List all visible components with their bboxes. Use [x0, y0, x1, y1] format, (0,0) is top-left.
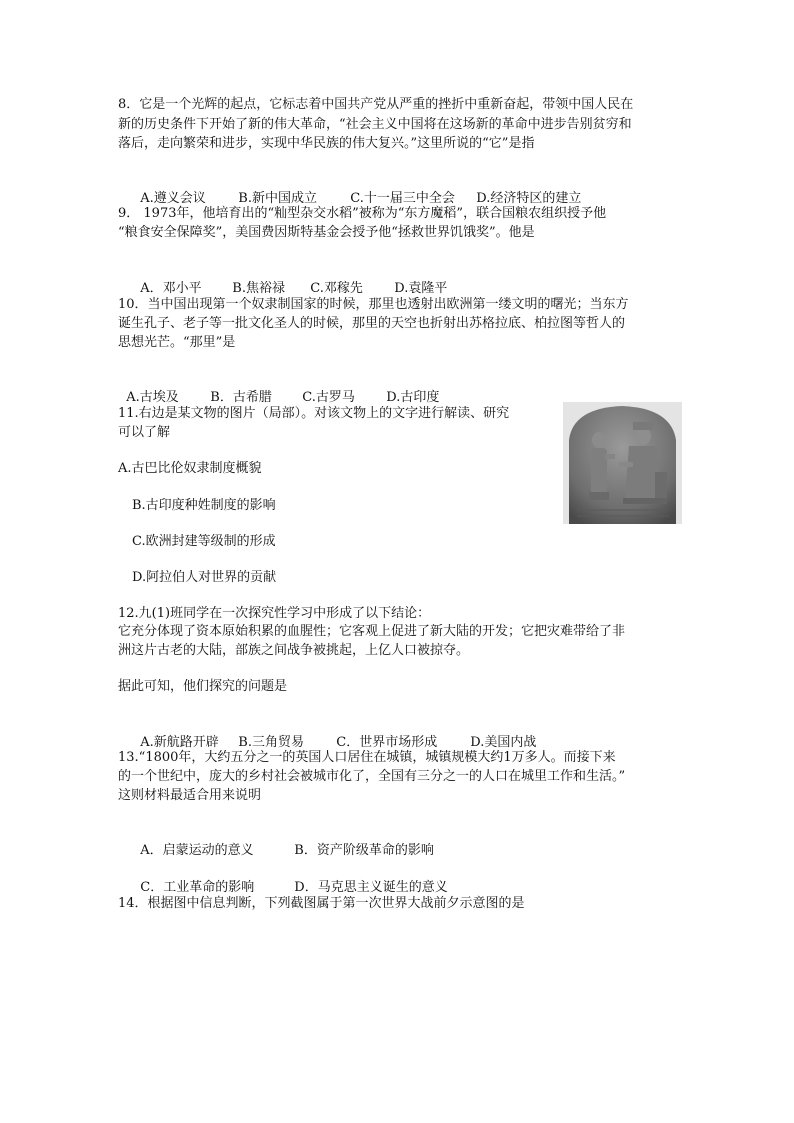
q8-option-b: B.新中国成立: [238, 191, 317, 206]
q10-text-line-1: 10．当中国出现第一个奴隶制国家的时候，那里也透射出欧洲第一缕文明的曙光；当东方: [118, 297, 629, 312]
q13-text-line-3: 这则材料最适合用来说明: [118, 788, 262, 803]
q12-text-line-4: 据此可知，他们探究的问题是: [118, 679, 288, 694]
q12-option-b: B.三角贸易: [238, 735, 304, 750]
q11-text-line-2: 可以了解: [118, 425, 171, 440]
q10-text-line-3: 思想光芒。“那里”是: [118, 335, 236, 350]
q8-option-d: D.经济特区的建立: [476, 191, 582, 206]
q12-options: [132, 713, 536, 753]
q13-text-line-1: 13.“1800年，大约五分之一的英国人口居住在城镇，城镇规模大约1万多人。而接下来: [118, 750, 616, 765]
q9-option-d: D.袁隆平: [394, 281, 448, 296]
q12-option-c: C．世界市场形成: [336, 735, 438, 750]
stele-relief-illustration: [563, 402, 682, 524]
q13-options-row-2: [132, 858, 448, 898]
q10-options: [118, 368, 439, 408]
q13-option-c: C．工业革命的影响: [140, 880, 255, 895]
q13-text-line-2: 的一个世纪中，庞大的乡村社会被城市化了，全国有三分之一的人口在城里工作和生活。”: [118, 769, 626, 784]
q11-text-line-1: 11.右边是某文物的图片（局部）。对该文物上的文字进行解读、研究: [118, 406, 510, 421]
q8-text-line-3: 落后，走向繁荣和进步，实现中华民族的伟大复兴。”这里所说的“它”是指: [118, 136, 535, 151]
q8-options: [132, 169, 581, 209]
q12-text-line-1: 12.九(1)班同学在一次探究性学习中形成了以下结论：: [118, 606, 431, 621]
q14-text-line-1: 14．根据图中信息判断，下列截图属于第一次世界大战前夕示意图的是: [118, 896, 525, 911]
q8-option-c: C.十一届三中全会: [350, 191, 455, 206]
q13-options-row-1: [132, 821, 434, 861]
q10-option-b: B．古希腊: [210, 390, 272, 405]
q8-option-a: A.遵义会议: [140, 191, 206, 206]
q11-option-b: B.古印度种姓制度的影响: [132, 498, 276, 513]
q8-text-line-2: 新的历史条件下开始了新的伟大革命，“社会主义中国将在这场新的革命中进步告别贫穷和: [118, 117, 632, 132]
q9-text-line-1: 9． 1973年，他培育出的“籼型杂交水稻”被称为“东方魔稻”，联合国粮农组织授予他: [118, 206, 607, 221]
q10-option-d: D.古印度: [386, 390, 440, 405]
q12-text-line-2: 它充分体现了资本原始积累的血腥性；它客观上促进了新大陆的开发；它把灾难带给了非: [118, 624, 626, 639]
q9-option-a: A．邓小平: [140, 281, 202, 296]
q9-options: [132, 259, 447, 299]
q11-option-c: C.欧洲封建等级制的形成: [132, 534, 276, 549]
q13-option-b: B．资产阶级革命的影响: [294, 843, 434, 858]
q12-option-d: D.美国内战: [470, 735, 537, 750]
q9-text-line-2: “粮食安全保障奖”，美国费因斯特基金会授予他“拯救世界饥饿奖”。他是: [118, 225, 535, 240]
q9-option-b: B.焦裕禄: [232, 281, 285, 296]
q12-option-a: A.新航路开辟: [140, 735, 219, 750]
q10-text-line-2: 诞生孔子、老子等一批文化圣人的时候，那里的天空也折射出苏格拉底、柏拉图等哲人的: [118, 316, 626, 331]
q8-text-line-1: 8．它是一个光辉的起点，它标志着中国共产党从严重的挫折中重新奋起，带领中国人民在: [118, 97, 634, 112]
q11-option-a: A.古巴比伦奴隶制度概貌: [118, 461, 262, 476]
q12-text-line-3: 洲这片古老的大陆，部族之间战争被挑起，上亿人口被掠夺。: [118, 643, 470, 658]
q13-option-a: A．启蒙运动的意义: [140, 843, 254, 858]
q11-option-d: D.阿拉伯人对世界的贡献: [132, 570, 277, 585]
q9-option-c: C.邓稼先: [310, 281, 363, 296]
q10-option-a: A.古埃及: [126, 390, 179, 405]
q13-option-d: D．马克思主义诞生的意义: [294, 880, 448, 895]
q10-option-c: C.古罗马: [302, 390, 355, 405]
artifact-stele-image: [563, 402, 682, 524]
